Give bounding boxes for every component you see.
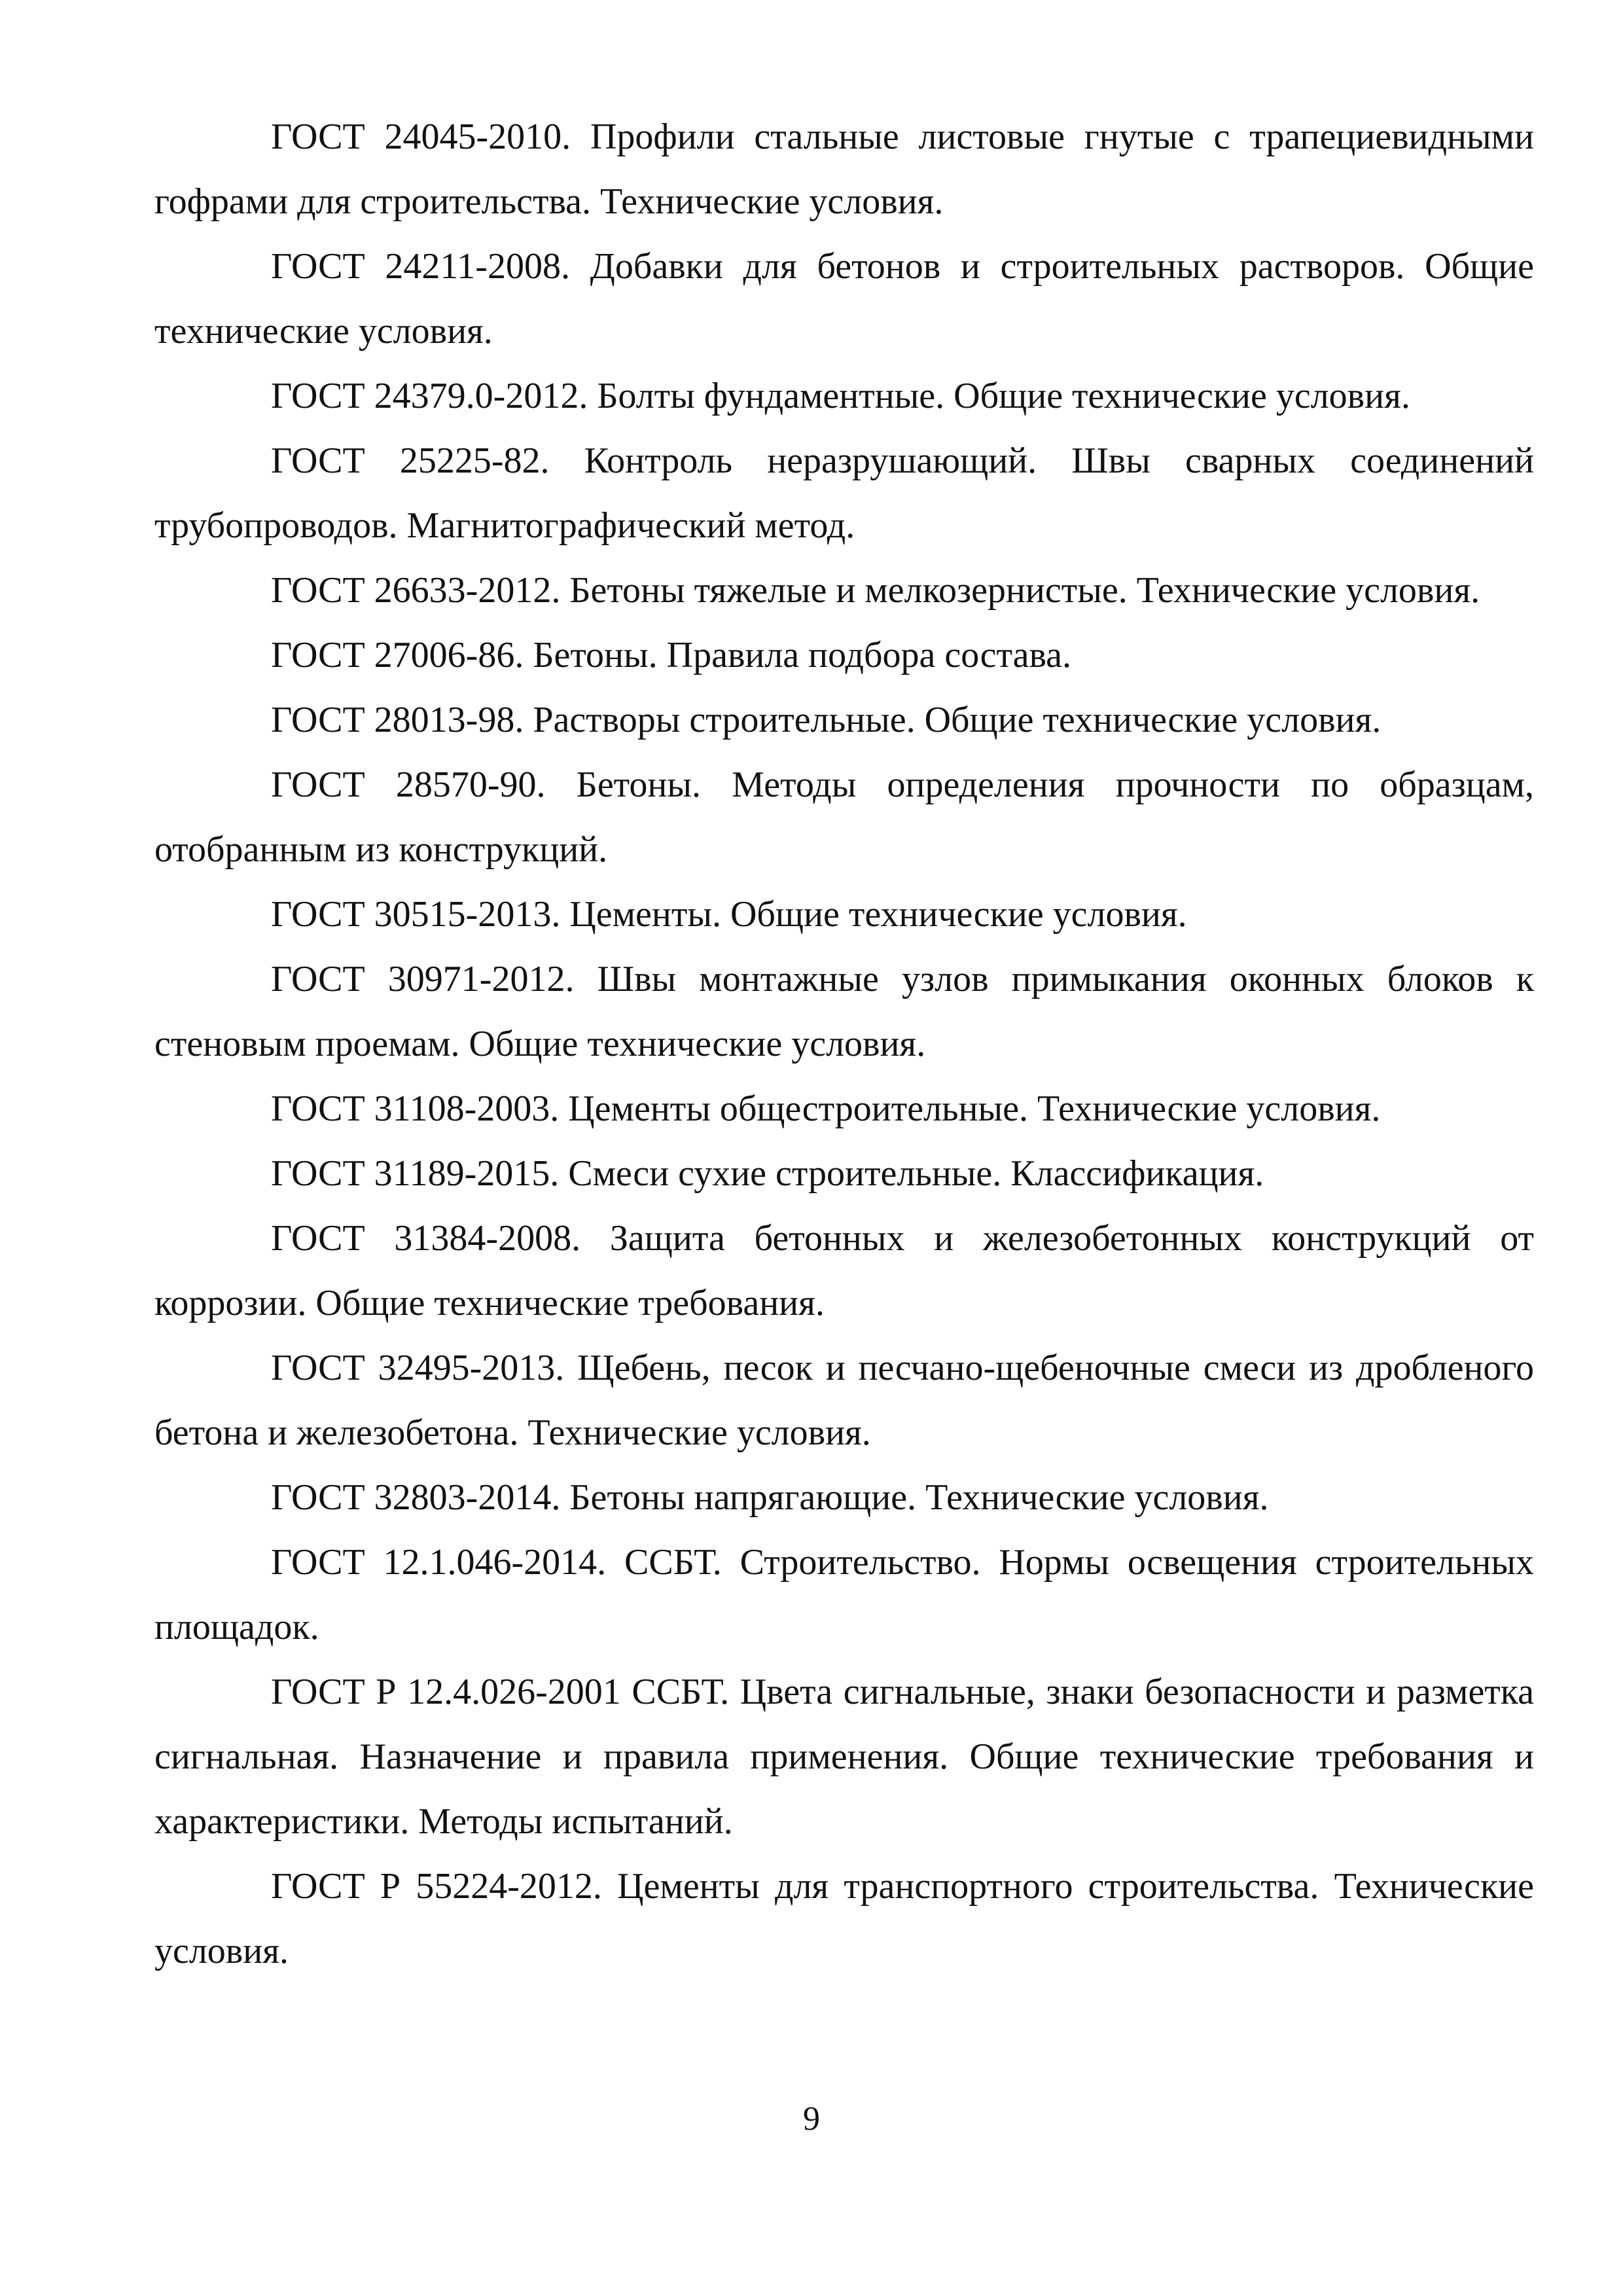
reference-entry: ГОСТ 27006-86. Бетоны. Правила подбора состава. bbox=[271, 635, 1072, 675]
reference-entry: ГОСТ 26633-2012. Бетоны тяжелые и мелкозернистые. Технические условия. bbox=[271, 570, 1480, 611]
reference-entry: ГОСТ 24379.0-2012. Болты фундаментные. Общие технические условия. bbox=[271, 376, 1410, 416]
page-number: 9 bbox=[803, 2100, 820, 2138]
reference-entry: ГОСТ 30515-2013. Цементы. Общие технические условия. bbox=[271, 894, 1187, 935]
reference-entry: ГОСТ 30971-2012. Швы монтажные узлов примыкания оконных блоков к стеновым проемам. Общие технические условия. bbox=[154, 959, 1534, 1064]
reference-entry: ГОСТ 28570-90. Бетоны. Методы определения прочности по образцам, отобранным из конструкций. bbox=[154, 764, 1534, 870]
reference-entry: ГОСТ 28013-98. Растворы строительные. Общие технические условия. bbox=[271, 700, 1382, 740]
reference-entry: ГОСТ Р 55224-2012. Цементы для транспортного строительства. Технические условия. bbox=[154, 1866, 1534, 1971]
reference-entry: ГОСТ 24211-2008. Добавки для бетонов и строительных растворов. Общие технические условия. bbox=[154, 246, 1534, 351]
reference-entry: ГОСТ 31384-2008. Защита бетонных и железобетонных конструкций от коррозии. Общие технические требования. bbox=[154, 1218, 1534, 1323]
reference-entry: ГОСТ 24045-2010. Профили стальные листовые гнутые с трапециевидными гофрами для строительства. Технические условия. bbox=[154, 117, 1534, 222]
reference-entry: ГОСТ Р 12.4.026-2001 ССБТ. Цвета сигнальные, знаки безопасности и разметка сигнальная. Назначение и правила применения. Общие технические требования и характеристики. Методы испытаний. bbox=[154, 1672, 1534, 1842]
reference-entry: ГОСТ 25225-82. Контроль неразрушающий. Швы сварных соединений трубопроводов. Магнитографический метод. bbox=[154, 440, 1534, 546]
reference-entry: ГОСТ 31108-2003. Цементы общестроительные. Технические условия. bbox=[271, 1088, 1381, 1129]
reference-entry: ГОСТ 32803-2014. Бетоны напрягающие. Технические условия. bbox=[271, 1477, 1269, 1518]
document-page bbox=[154, 105, 1534, 1984]
reference-entry: ГОСТ 32495-2013. Щебень, песок и песчано-щебеночные смеси из дробленого бетона и железобетона. Технические условия. bbox=[154, 1348, 1534, 1453]
reference-entry: ГОСТ 12.1.046-2014. ССБТ. Строительство. Нормы освещения строительных площадок. bbox=[154, 1542, 1534, 1647]
reference-entry: ГОСТ 31189-2015. Смеси сухие строительные. Классификация. bbox=[271, 1153, 1264, 1194]
